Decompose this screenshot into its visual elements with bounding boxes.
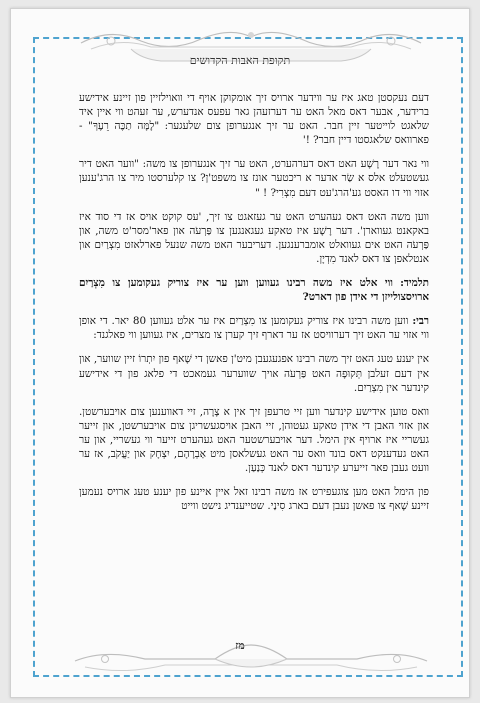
book-page <box>10 8 470 698</box>
paragraph <box>79 314 429 342</box>
paragraph-text: ווען משה רבינו איז צוריק געקומען צו מִצְרַיִם איז ער אלט געווען 80 יאר. די אופן ווי אזוי ער האט זיך דערוויסט אז ער דארף זיך קערן צו מצרים, איז געווען ווי פאלגנד: <box>79 315 429 342</box>
paragraph-text: וואס טוען אידישע קינדער ווען זיי טרעפן זיך אין א צָרָה, זיי דאווענען צום אויבערשטן. און אזוי האבן די אידן טאקע געטוהן, זיי האבן אויסגעשריגן צום אויבערשטן, און זייער געשריי איז ארויף אין הימל. דער אויבערשטער האט געהערט זייער ווי געשריי, און ער האט געדענקט דאס בונד וואס ער האט געשלאסן מיט אַבְרָהָם, יִצְחָק און יַעֲקֹב, אז ער וועט געבן פאר זייערע קינדער דאס לאנד כְּנַעַן. <box>79 405 429 475</box>
paragraph <box>79 91 429 147</box>
body-text <box>79 91 429 523</box>
paragraph-text: ווען משה האט דאס געהערט האט ער געזאגט צו זיך, 'עס קוקט אויס אז די סוד איז באקאנט געווארן'. דער רָשָׁע איז טאקע געגאנגען צו פַּרְעֹה און פאר'מסר'ט משה, און פַּרְעֹה האט אים געוואלט אומברענגען. דעריבער האט משה שנעל פארלאזט מִצְרַיִם און אנטלאפן צו דאס לאנד מִדְיָן. <box>79 210 429 265</box>
paragraph <box>79 210 429 266</box>
running-header-title: תקופת האבות הקדושים <box>189 54 291 67</box>
paragraph <box>79 352 429 394</box>
paragraph-text: פון הימל האט מען צוגעפירט אז משה רבינו זאל איין איינע פון יענע טעג ארויס נעמען זיינע שָׁאף צו פאשן נעבן דעם בארג סִינַי. שטייענדיג נישט ווייט <box>79 486 429 513</box>
paragraph-lead: רבי: <box>412 315 429 328</box>
paragraph-text: ווי אלט איז משה רבינו געווען ווען ער איז צוריק געקומען צו מִצְרַיִם ארויסצולייזן די אידן פון דארט? <box>79 277 429 304</box>
paragraph-text: דעם נעקסטן טאג איז ער ווידער ארויס זיך אומקוקן אויף די וואוילזיין פון זיינע אידישע ברידער, אבער דאס מאל האט ער דערזעהן גאר עפעס אנדערש, ער זעהט ווי איין איד שלאגט לוייטער זיין חבר. האט ער זיך אנגערופן צום שלעגער: "לָמָּה תַכֶּה רֵעֶךָ" -פארוואס שלאגסטו דיין חבר? !' <box>79 92 429 147</box>
paragraph <box>79 405 429 475</box>
page-number: מז <box>235 639 245 652</box>
paragraph-lead: תלמיד: <box>400 277 429 290</box>
paragraph-text: אין יענע טעג האט זיך משה רבינו אפגעגעבן מיט'ן פאשן די שָׁאף פון יִתְרוֹ זיין שווער, און אין דעם זעלבן תְּקוּפָה האט פַּרְעֹה אויך שווערער געמאכט די פלאג פון די אידישע קינדער אין מִצְרַיִם. <box>79 353 429 394</box>
paragraph <box>79 276 429 304</box>
paragraph-text: ווי נאר דער רָשָׁע האט דאס דערהערט, האט ער זיך אנגערופן צו משה: "ווער האט דיר געשטעלט אלס א שַׂר אדער א ריכטער אונז צו משפט'ן? צו קלערסטו מיר צו הרג'ענען אזוי ווי דו האסט גע'הרג'עט דעם מִצְרִי? ! " <box>79 158 429 199</box>
paragraph <box>79 157 429 199</box>
paragraph <box>79 485 429 513</box>
